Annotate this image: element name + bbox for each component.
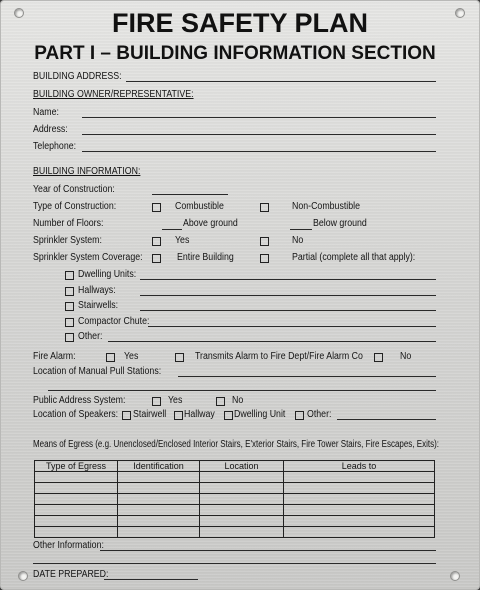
egress-col-type: Type of Egress bbox=[35, 461, 118, 472]
table-cell[interactable] bbox=[200, 516, 284, 527]
dwelling-units-checkbox[interactable] bbox=[65, 271, 74, 280]
egress-header-row bbox=[35, 461, 435, 472]
speakers-other-label: Other: bbox=[307, 409, 332, 420]
other-information-line[interactable] bbox=[100, 550, 436, 551]
fire-alarm-no-label: No bbox=[400, 351, 412, 362]
owner-telephone-line[interactable] bbox=[82, 151, 436, 152]
table-row bbox=[35, 505, 435, 516]
speakers-dwelling-checkbox[interactable] bbox=[224, 411, 233, 420]
table-row bbox=[35, 527, 435, 538]
egress-col-leads-to: Leads to bbox=[284, 461, 435, 472]
other-coverage-checkbox[interactable] bbox=[65, 333, 74, 342]
dwelling-units-label: Dwelling Units: bbox=[78, 269, 137, 280]
coverage-entire-label: Entire Building bbox=[177, 252, 234, 263]
compactor-chute-line[interactable] bbox=[148, 326, 436, 327]
hallways-checkbox[interactable] bbox=[65, 287, 74, 296]
owner-name-label: Name: bbox=[33, 107, 59, 118]
building-info-heading: BUILDING INFORMATION: bbox=[33, 166, 141, 177]
table-row bbox=[35, 494, 435, 505]
table-cell[interactable] bbox=[35, 472, 118, 483]
sign-title: FIRE SAFETY PLAN bbox=[111, 8, 369, 38]
sprinkler-label: Sprinkler System: bbox=[33, 235, 102, 246]
sprinkler-yes-checkbox[interactable] bbox=[152, 237, 161, 246]
table-cell[interactable] bbox=[284, 516, 435, 527]
other-information-line-2[interactable] bbox=[33, 563, 436, 564]
egress-col-identification: Identification bbox=[118, 461, 200, 472]
owner-telephone-label: Telephone: bbox=[33, 141, 77, 152]
egress-table bbox=[34, 460, 435, 538]
owner-address-label: Address: bbox=[33, 124, 68, 135]
pa-label: Public Address System: bbox=[33, 395, 126, 406]
table-row bbox=[35, 483, 435, 494]
egress-label: Means of Egress (e.g. Unenclosed/Enclosed Interior Stairs, E'xterior Stairs, Fire Tower Stairs, Fire Escapes, Exits): bbox=[33, 439, 439, 450]
speakers-other-checkbox[interactable] bbox=[295, 411, 304, 420]
compactor-chute-checkbox[interactable] bbox=[65, 318, 74, 327]
stairwells-label: Stairwells: bbox=[78, 300, 119, 311]
pull-stations-line[interactable] bbox=[178, 376, 436, 377]
building-address-label: BUILDING ADDRESS: bbox=[33, 71, 122, 82]
fire-alarm-no-checkbox[interactable] bbox=[374, 353, 383, 362]
speakers-hallway-checkbox[interactable] bbox=[174, 411, 183, 420]
hallways-line[interactable] bbox=[140, 295, 436, 296]
hallways-label: Hallways: bbox=[78, 285, 116, 296]
year-line[interactable] bbox=[152, 194, 228, 195]
pull-stations-line-2[interactable] bbox=[48, 390, 436, 391]
table-cell[interactable] bbox=[118, 516, 200, 527]
table-cell[interactable] bbox=[200, 527, 284, 538]
table-cell[interactable] bbox=[118, 527, 200, 538]
mount-hole-bottom-left bbox=[18, 571, 28, 581]
table-cell[interactable] bbox=[284, 527, 435, 538]
other-coverage-line[interactable] bbox=[108, 341, 436, 342]
stairwells-checkbox[interactable] bbox=[65, 302, 74, 311]
non-combustible-label: Non-Combustible bbox=[292, 201, 360, 212]
transmits-alarm-label: Transmits Alarm to Fire Dept/Fire Alarm Co bbox=[195, 351, 363, 362]
pa-no-checkbox[interactable] bbox=[216, 397, 225, 406]
pa-no-label: No bbox=[232, 395, 244, 406]
combustible-checkbox[interactable] bbox=[152, 203, 161, 212]
table-cell[interactable] bbox=[200, 505, 284, 516]
other-information-label: Other Information: bbox=[33, 540, 104, 551]
floors-above-line[interactable] bbox=[162, 229, 182, 230]
table-cell[interactable] bbox=[284, 472, 435, 483]
building-address-line[interactable] bbox=[126, 81, 436, 82]
year-label: Year of Construction: bbox=[33, 184, 115, 195]
construction-type-label: Type of Construction: bbox=[33, 201, 117, 212]
pull-stations-label: Location of Manual Pull Stations: bbox=[33, 366, 162, 377]
table-cell[interactable] bbox=[35, 483, 118, 494]
sprinkler-no-label: No bbox=[292, 235, 304, 246]
floors-above-label: Above ground bbox=[183, 218, 238, 229]
table-cell[interactable] bbox=[200, 494, 284, 505]
coverage-entire-checkbox[interactable] bbox=[152, 254, 161, 263]
coverage-partial-checkbox[interactable] bbox=[260, 254, 269, 263]
date-prepared-label: DATE PREPARED: bbox=[33, 569, 109, 580]
coverage-partial-label: Partial (complete all that apply): bbox=[292, 252, 416, 263]
speakers-hallway-label: Hallway bbox=[184, 409, 215, 420]
combustible-label: Combustible bbox=[175, 201, 224, 212]
owner-address-line[interactable] bbox=[82, 134, 436, 135]
speakers-label: Location of Speakers: bbox=[33, 409, 119, 420]
table-row bbox=[35, 516, 435, 527]
owner-heading: BUILDING OWNER/REPRESENTATIVE: bbox=[33, 89, 194, 100]
non-combustible-checkbox[interactable] bbox=[260, 203, 269, 212]
coverage-label: Sprinkler System Coverage: bbox=[33, 252, 143, 263]
table-cell[interactable] bbox=[35, 516, 118, 527]
floors-below-label: Below ground bbox=[313, 218, 367, 229]
table-cell[interactable] bbox=[118, 472, 200, 483]
table-cell[interactable] bbox=[35, 527, 118, 538]
fire-alarm-label: Fire Alarm: bbox=[33, 351, 76, 362]
sprinkler-no-checkbox[interactable] bbox=[260, 237, 269, 246]
table-cell[interactable] bbox=[284, 494, 435, 505]
sign-subtitle: PART I – BUILDING INFORMATION SECTION bbox=[34, 43, 436, 64]
table-cell[interactable] bbox=[35, 494, 118, 505]
transmits-alarm-checkbox[interactable] bbox=[175, 353, 184, 362]
sprinkler-yes-label: Yes bbox=[175, 235, 190, 246]
speakers-stairwell-checkbox[interactable] bbox=[122, 411, 131, 420]
mount-hole-bottom-right bbox=[450, 571, 460, 581]
floors-label: Number of Floors: bbox=[33, 218, 104, 229]
speakers-stairwell-label: Stairwell bbox=[133, 409, 167, 420]
fire-alarm-yes-checkbox[interactable] bbox=[106, 353, 115, 362]
table-cell[interactable] bbox=[118, 494, 200, 505]
fire-alarm-yes-label: Yes bbox=[124, 351, 139, 362]
table-cell[interactable] bbox=[118, 505, 200, 516]
egress-col-location: Location bbox=[200, 461, 284, 472]
date-prepared-line[interactable] bbox=[104, 579, 198, 580]
owner-name-line[interactable] bbox=[82, 117, 436, 118]
compactor-chute-label: Compactor Chute: bbox=[78, 316, 150, 327]
dwelling-units-line[interactable] bbox=[140, 279, 436, 280]
table-row bbox=[35, 472, 435, 483]
table-cell[interactable] bbox=[284, 483, 435, 494]
table-cell[interactable] bbox=[284, 505, 435, 516]
pa-yes-checkbox[interactable] bbox=[152, 397, 161, 406]
table-cell[interactable] bbox=[35, 505, 118, 516]
table-cell[interactable] bbox=[200, 483, 284, 494]
pa-yes-label: Yes bbox=[168, 395, 183, 406]
table-cell[interactable] bbox=[200, 472, 284, 483]
table-cell[interactable] bbox=[118, 483, 200, 494]
stairwells-line[interactable] bbox=[140, 310, 436, 311]
speakers-dwelling-label: Dwelling Unit bbox=[234, 409, 286, 420]
speakers-other-line[interactable] bbox=[337, 419, 436, 420]
other-coverage-label: Other: bbox=[78, 331, 103, 342]
floors-below-line[interactable] bbox=[290, 229, 312, 230]
